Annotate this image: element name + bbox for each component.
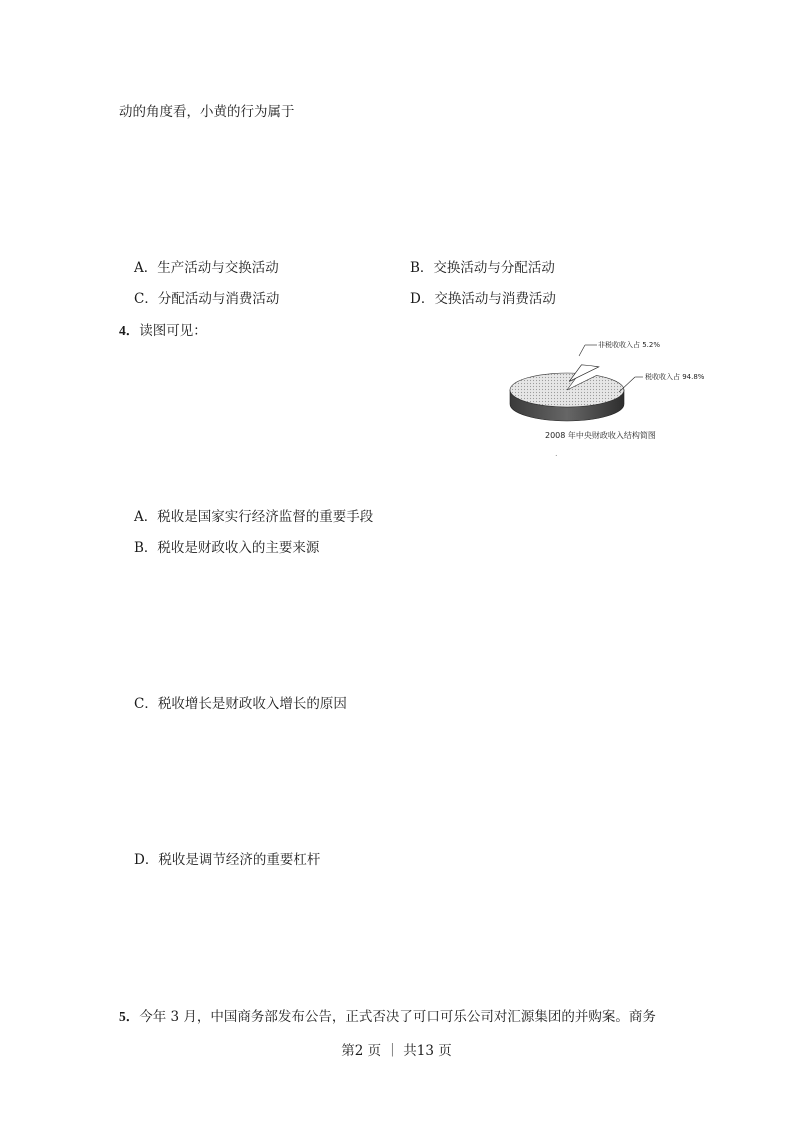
revenue-pie-chart (505, 337, 715, 462)
q3-option-a[interactable]: A．生产活动与交换活动 (134, 260, 279, 276)
q4-number: 4． (119, 323, 140, 338)
q5-stem (119, 1008, 656, 1026)
slice-label-nontax: 非税收收入占 5.2% (598, 341, 661, 349)
q4-option-a[interactable]: A．税收是国家实行经济监督的重要手段 (134, 509, 374, 525)
q3-option-d[interactable]: D．交换活动与消费活动 (410, 291, 556, 307)
q4-option-b[interactable]: B．税收是财政收入的主要来源 (134, 540, 320, 556)
chart-title: 2008 年中央财政收入结构简图 (545, 431, 656, 440)
slice-label-tax: 税收收入占 94.8% (645, 373, 705, 381)
pie-chart-svg (505, 337, 715, 462)
chart-dot: . (555, 449, 558, 458)
q4-option-d[interactable]: D．税收是调节经济的重要杠杆 (134, 852, 321, 868)
q3-stem-tail: 动的角度看，小黄的行为属于 (119, 104, 295, 120)
q4-stem-text: 读图可见： (139, 323, 207, 339)
q3-option-b[interactable]: B．交换活动与分配活动 (410, 260, 555, 276)
q5-number: 5． (119, 1009, 140, 1024)
q5-stem-text: 今年 3 月，中国商务部发布公告，正式否决了可口可乐公司对汇源集团的并购案。商务 (139, 1009, 656, 1025)
q3-option-c[interactable]: C．分配活动与消费活动 (134, 291, 280, 307)
q4-option-c[interactable]: C．税收增长是财政收入增长的原因 (134, 696, 347, 712)
page-footer: 第2 页 ｜ 共13 页 (341, 1043, 452, 1059)
pie-slice-tax (510, 373, 624, 407)
q4-stem (119, 322, 207, 340)
leader-line-nontax (579, 345, 585, 356)
